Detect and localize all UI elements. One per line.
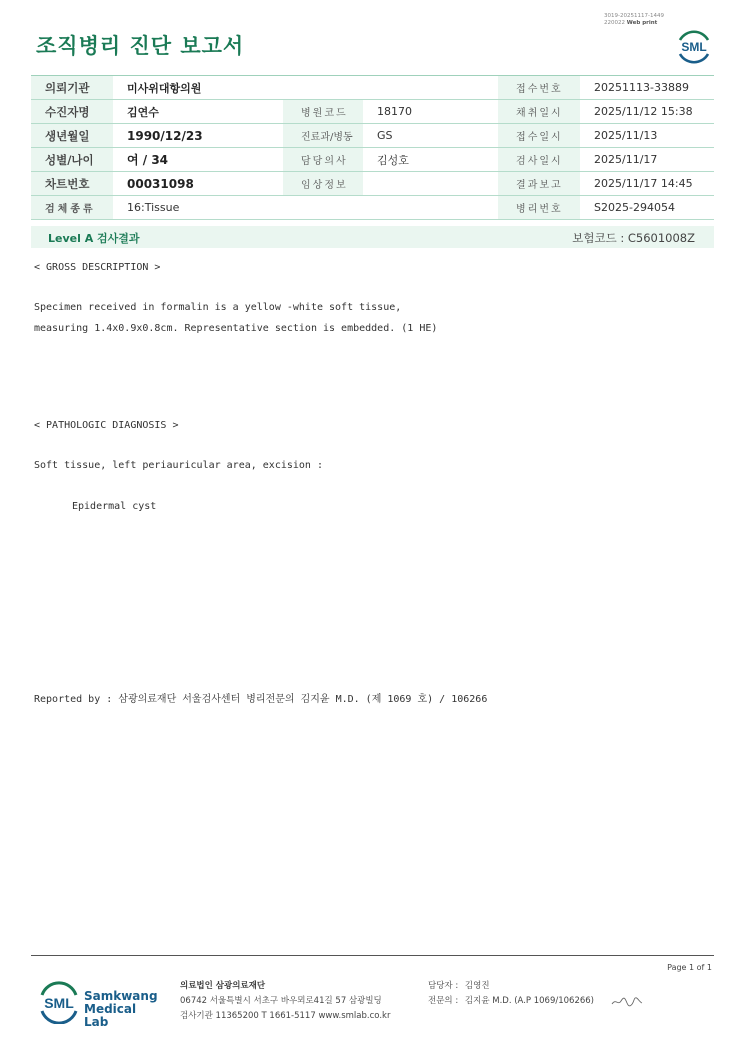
info-right-label: 채취일시 xyxy=(498,100,580,124)
info-label: 수진자명 xyxy=(31,100,113,124)
table-row xyxy=(31,148,714,172)
manager-name: 김영진 xyxy=(464,981,490,991)
info-label: 생년월일 xyxy=(31,124,113,148)
info-right-label: 접수일시 xyxy=(498,124,580,148)
sml-logo-mark xyxy=(36,980,82,1024)
org-address: 06742 서울특별시 서초구 바우뫼로41길 57 삼광빌딩 xyxy=(180,996,382,1006)
info-mid-value: 김성호 xyxy=(363,148,498,172)
info-value: 16:Tissue xyxy=(113,196,498,220)
brand-line-2: Medical Lab xyxy=(84,1002,137,1029)
info-mid-label: 진료과/병동 xyxy=(283,124,363,148)
diagnosis-line-2: Epidermal cyst xyxy=(72,501,157,512)
info-right-value: 2025/11/17 xyxy=(580,148,714,172)
info-right-label: 결과보고 xyxy=(498,172,580,196)
info-mid-value: 18170 xyxy=(363,100,498,124)
info-right-value: 2025/11/12 15:38 xyxy=(580,100,714,124)
sml-logo xyxy=(674,26,714,66)
print-id-line1: 3019-20251117-1449 xyxy=(604,13,664,19)
info-value: 00031098 xyxy=(113,172,283,196)
diagnosis-line-1: Soft tissue, left periauricular area, excision : xyxy=(34,460,323,471)
diagnosis-heading: < PATHOLOGIC DIAGNOSIS > xyxy=(34,420,179,431)
info-label: 검체종류 xyxy=(31,196,113,220)
logo-text: SML xyxy=(681,40,707,54)
info-label: 성별/나이 xyxy=(31,148,113,172)
info-mid-label: 담당의사 xyxy=(283,148,363,172)
info-right-label: 검사일시 xyxy=(498,148,580,172)
gross-heading: < GROSS DESCRIPTION > xyxy=(34,262,161,273)
footer-staff-block xyxy=(428,979,594,1009)
info-value: 미사위대항의원 xyxy=(113,76,498,100)
manager-label: 담당자 : xyxy=(428,981,459,991)
info-mid-value: GS xyxy=(363,124,498,148)
org-name: 의료법인 삼광의료재단 xyxy=(180,981,266,991)
info-mid-label: 임상정보 xyxy=(283,172,363,196)
report-title: 조직병리 진단 보고서 xyxy=(36,34,245,58)
info-label: 차트번호 xyxy=(31,172,113,196)
brand-line-1: Samkwang xyxy=(84,989,158,1003)
logo-text: SML xyxy=(44,995,74,1011)
gross-line-1: Specimen received in formalin is a yellow -white soft tissue, xyxy=(34,302,402,313)
info-value: 여 / 34 xyxy=(113,148,283,172)
table-row xyxy=(31,124,714,148)
info-right-label: 접수번호 xyxy=(498,76,580,100)
footer-org-block xyxy=(180,979,390,1024)
page-number: Page 1 of 1 xyxy=(667,963,712,972)
level-label: Level A 검사결과 xyxy=(48,232,140,245)
table-row xyxy=(31,76,714,100)
info-value: 1990/12/23 xyxy=(113,124,283,148)
info-label: 의뢰기관 xyxy=(31,76,113,100)
footer-divider xyxy=(31,955,714,956)
table-row xyxy=(31,196,714,220)
table-row xyxy=(31,100,714,124)
info-right-value: 20251113-33889 xyxy=(580,76,714,100)
print-id xyxy=(604,13,664,27)
info-value: 김연수 xyxy=(113,100,283,124)
samkwang-logo xyxy=(36,980,158,1029)
gross-line-2: measuring 1.4x0.9x0.8cm. Representative section is embedded. (1 HE) xyxy=(34,323,438,334)
insurance-code: 보험코드 : C5601008Z xyxy=(572,231,695,245)
patient-info-table xyxy=(31,75,714,220)
info-mid-value xyxy=(363,172,498,196)
brand-name xyxy=(84,990,158,1029)
print-id-line2: 220022 xyxy=(604,20,625,26)
org-contact: 검사기관 11365200 T 1661-5117 www.smlab.co.kr xyxy=(180,1011,391,1021)
specialist-name: 김지윤 M.D. (A.P 1069/106266) xyxy=(464,996,594,1006)
info-right-value: S2025-294054 xyxy=(580,196,714,220)
print-label: Web print xyxy=(626,20,658,26)
info-right-value: 2025/11/13 xyxy=(580,124,714,148)
table-row xyxy=(31,172,714,196)
signature-icon xyxy=(610,994,644,1010)
specialist-label: 전문의 : xyxy=(428,996,459,1006)
info-mid-label: 병원코드 xyxy=(283,100,363,124)
reported-by: Reported by : 삼광의료재단 서울검사센터 병리전문의 김지윤 M.D. (제 1069 호) / 106266 xyxy=(34,694,488,705)
info-right-label: 병리번호 xyxy=(498,196,580,220)
info-right-value: 2025/11/17 14:45 xyxy=(580,172,714,196)
